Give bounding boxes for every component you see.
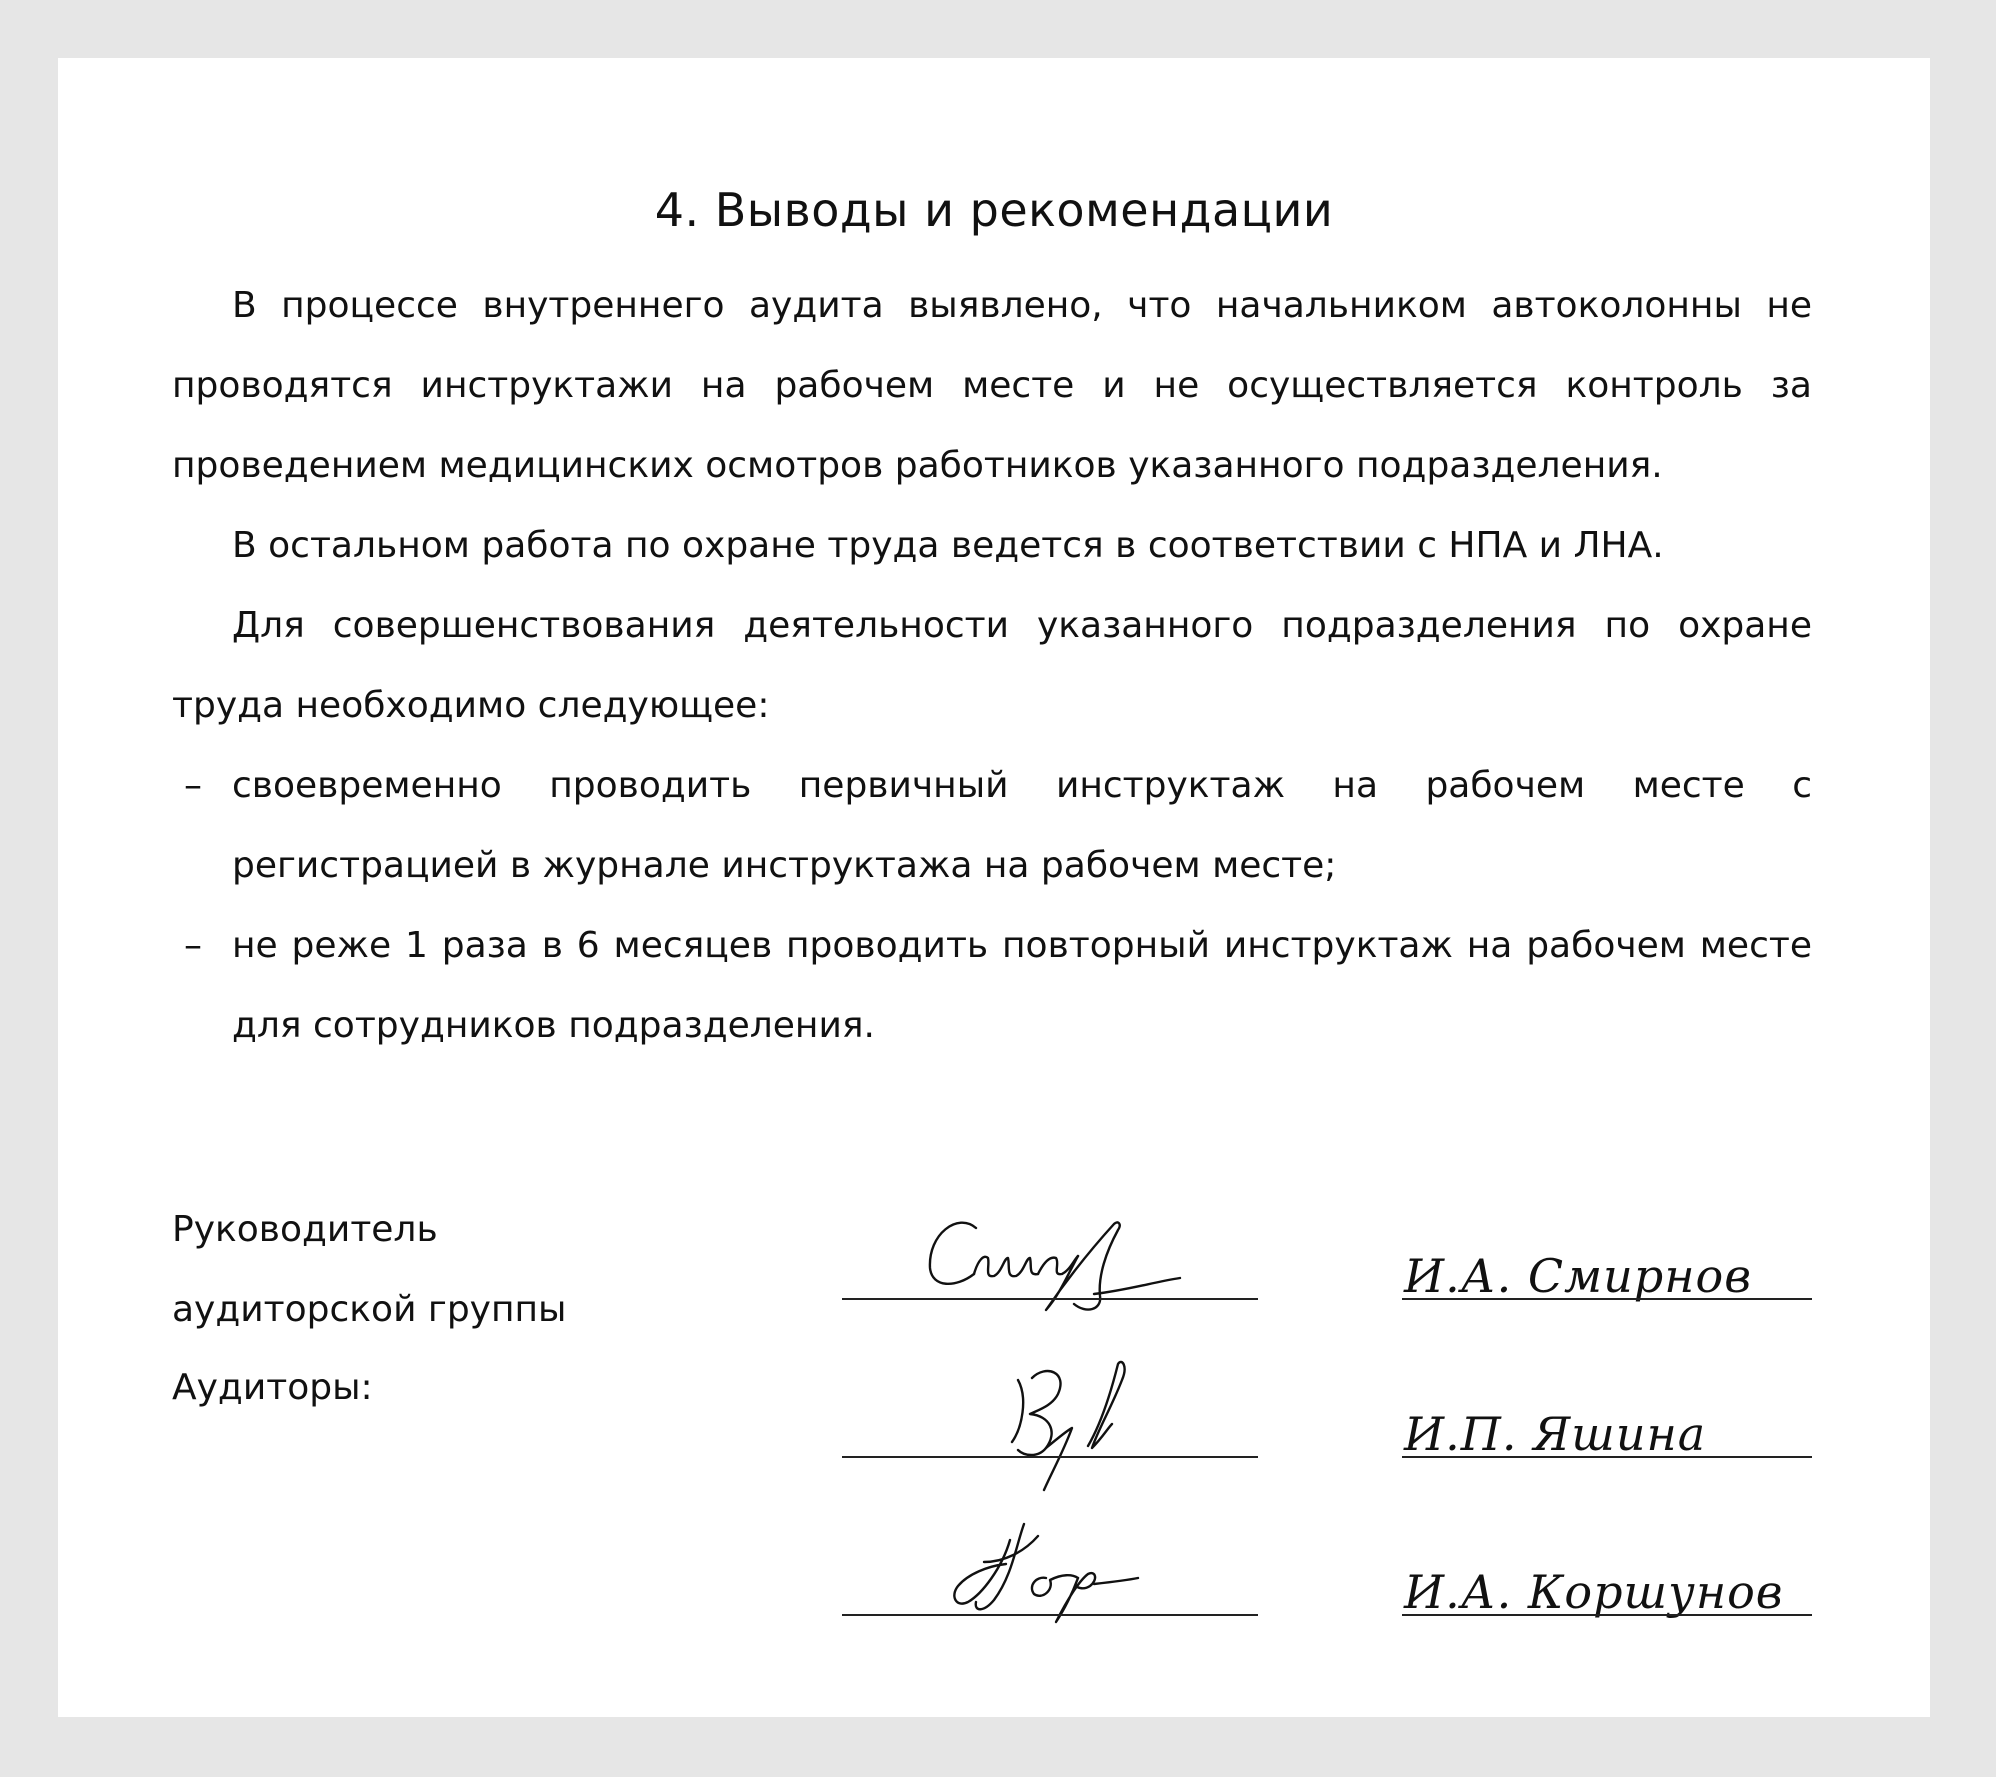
name-yashina: И.П. Яшина [1404,1407,1707,1461]
name-smirnov: И.А. Смирнов [1404,1249,1752,1303]
head-label-line1: Руководитель [172,1209,438,1250]
signature-line [842,1456,1258,1458]
paragraph-improvement-intro: Для совершенствования деятельности указанного подразделения по охране труда необходимо следующее: [172,605,1812,726]
signature-line [842,1298,1258,1300]
list-dash: – [184,765,202,806]
document-page [58,58,1930,1717]
name-korshunov: И.А. Коршунов [1404,1565,1784,1619]
list-dash: – [184,925,202,966]
head-label-line2: аудиторской группы [172,1289,567,1330]
recommendation-text: не реже 1 раза в 6 месяцев проводить повторный инструктаж на рабочем месте для сотрудников подразделения. [232,925,1812,1046]
recommendation-item [172,746,1812,906]
name-underline [1402,1614,1812,1616]
name-underline [1402,1456,1812,1458]
recommendations-list [172,746,1812,1066]
recommendation-text: своевременно проводить первичный инструктаж на рабочем месте с регистрацией в журнале инструктажа на рабочем месте; [232,765,1812,886]
signature-korshunov [928,1516,1208,1626]
signature-line [842,1614,1258,1616]
paragraph-general-compliance: В остальном работа по охране труда ведется в соответствии с НПА и ЛНА. [232,525,1664,566]
name-underline [1402,1298,1812,1300]
conclusions-body [172,266,1812,1066]
signature-yashina [998,1358,1198,1498]
recommendation-item [172,906,1812,1066]
auditors-label: Аудиторы: [172,1367,373,1408]
paragraph-audit-findings: В процессе внутреннего аудита выявлено, что начальником автоколонны не проводятся инструктажи на рабочем месте и не осуществляется контроль за проведением медицинских осмотров работников указанного подразделения. [172,285,1812,486]
section-title: 4. Выводы и рекомендации [654,183,1334,237]
